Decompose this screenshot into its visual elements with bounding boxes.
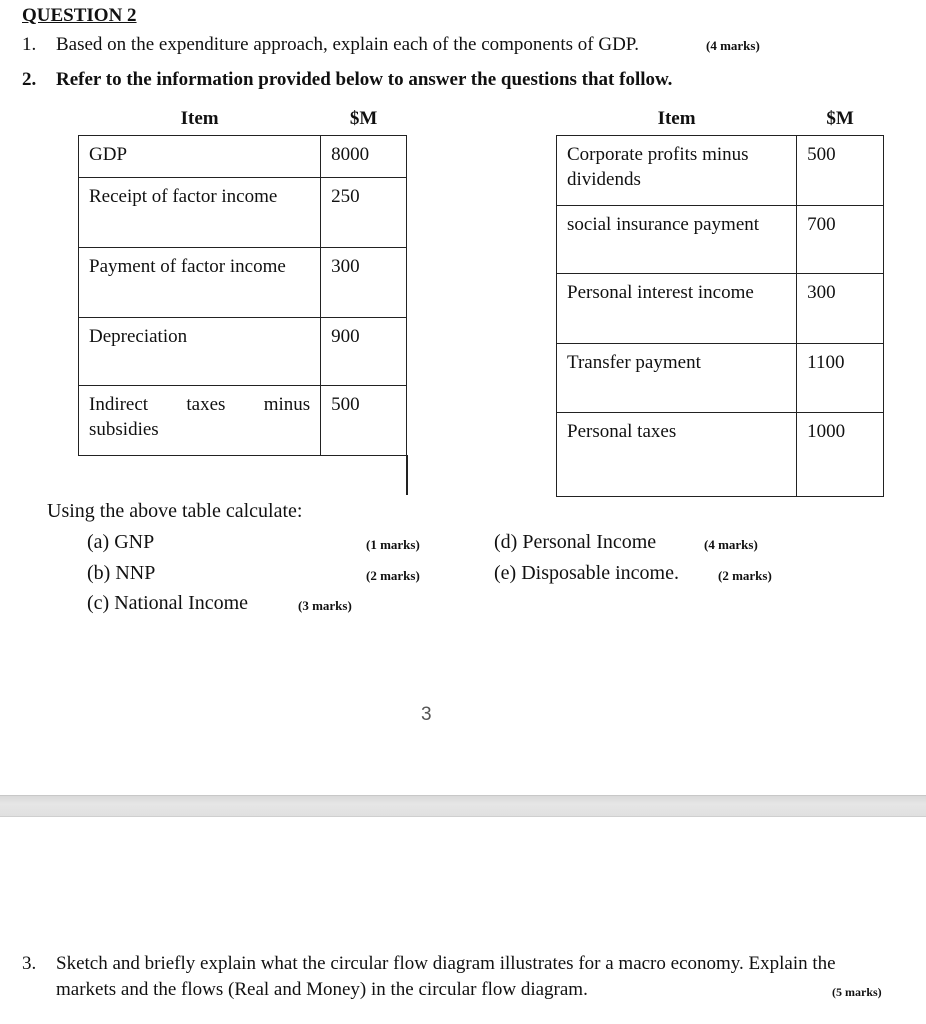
- right-table-header-value: $M: [826, 107, 854, 129]
- question-heading: QUESTION 2: [22, 5, 137, 26]
- left-table-value: 250: [321, 177, 407, 247]
- q3-number: 3.: [22, 953, 37, 974]
- q3-line2: markets and the flows (Real and Money) in the circular flow diagram.: [56, 979, 588, 1000]
- table-row: [79, 317, 407, 385]
- part-d-marks: (4 marks): [704, 537, 758, 552]
- right-table-value: 500: [797, 135, 884, 205]
- left-table-value: 300: [321, 247, 407, 317]
- table-row: [557, 273, 884, 343]
- part-b-marks: (2 marks): [366, 568, 420, 583]
- table-row: [557, 205, 884, 273]
- right-table-value: 1000: [797, 412, 884, 496]
- right-table-value: 700: [797, 205, 884, 273]
- right-table-item: Corporate profits minus dividends: [557, 135, 797, 205]
- page-break-divider: [0, 795, 926, 817]
- part-c-marks: (3 marks): [298, 598, 352, 613]
- left-table-value: 500: [321, 385, 407, 455]
- right-table-item: social insurance payment: [557, 205, 797, 273]
- part-c-label: (c) National Income: [87, 592, 249, 614]
- q2-text: Refer to the information provided below to answer the questions that follow.: [56, 69, 673, 90]
- table-row: [79, 247, 407, 317]
- left-table-item: GDP: [79, 135, 321, 177]
- q1-text: Based on the expenditure approach, explain each of the components of GDP.: [56, 34, 640, 55]
- left-table-header-item: Item: [180, 107, 219, 129]
- table-row: [79, 385, 407, 455]
- right-data-table: [556, 95, 884, 497]
- left-table-item: Indirect taxes minus subsidies: [79, 385, 321, 455]
- left-table-item: Depreciation: [79, 317, 321, 385]
- right-table-item: Transfer payment: [557, 343, 797, 412]
- part-e-label: (e) Disposable income.: [494, 562, 679, 584]
- right-table-item: Personal taxes: [557, 412, 797, 496]
- table-border-extension: [406, 455, 408, 495]
- left-table-value: 900: [321, 317, 407, 385]
- part-b-label: (b) NNP: [87, 562, 156, 584]
- table-row: [79, 135, 407, 177]
- part-e-marks: (2 marks): [718, 568, 772, 583]
- table-row: [557, 343, 884, 412]
- calculate-intro: Using the above table calculate:: [47, 500, 303, 522]
- part-a-label: (a) GNP: [87, 531, 155, 553]
- right-table-value: 1100: [797, 343, 884, 412]
- table-row: [79, 177, 407, 247]
- right-table-header-item: Item: [657, 107, 696, 129]
- q1-number: 1.: [22, 34, 37, 55]
- right-table-value: 300: [797, 273, 884, 343]
- left-table-item: Receipt of factor income: [79, 177, 321, 247]
- q3-line1: Sketch and briefly explain what the circular flow diagram illustrates for a macro economy. Explain the: [56, 953, 836, 974]
- q2-number: 2.: [22, 69, 37, 90]
- left-table-item: Payment of factor income: [79, 247, 321, 317]
- left-data-table: [78, 95, 407, 456]
- page-number: 3: [421, 704, 432, 725]
- part-a-marks: (1 marks): [366, 537, 420, 552]
- q1-marks: (4 marks): [706, 38, 760, 53]
- q3-marks: (5 marks): [832, 985, 882, 999]
- right-table-item: Personal interest income: [557, 273, 797, 343]
- left-table-header-value: $M: [349, 107, 378, 129]
- table-row: [557, 412, 884, 496]
- left-table-value: 8000: [321, 135, 407, 177]
- part-d-label: (d) Personal Income: [494, 531, 657, 553]
- table-row: [557, 135, 884, 205]
